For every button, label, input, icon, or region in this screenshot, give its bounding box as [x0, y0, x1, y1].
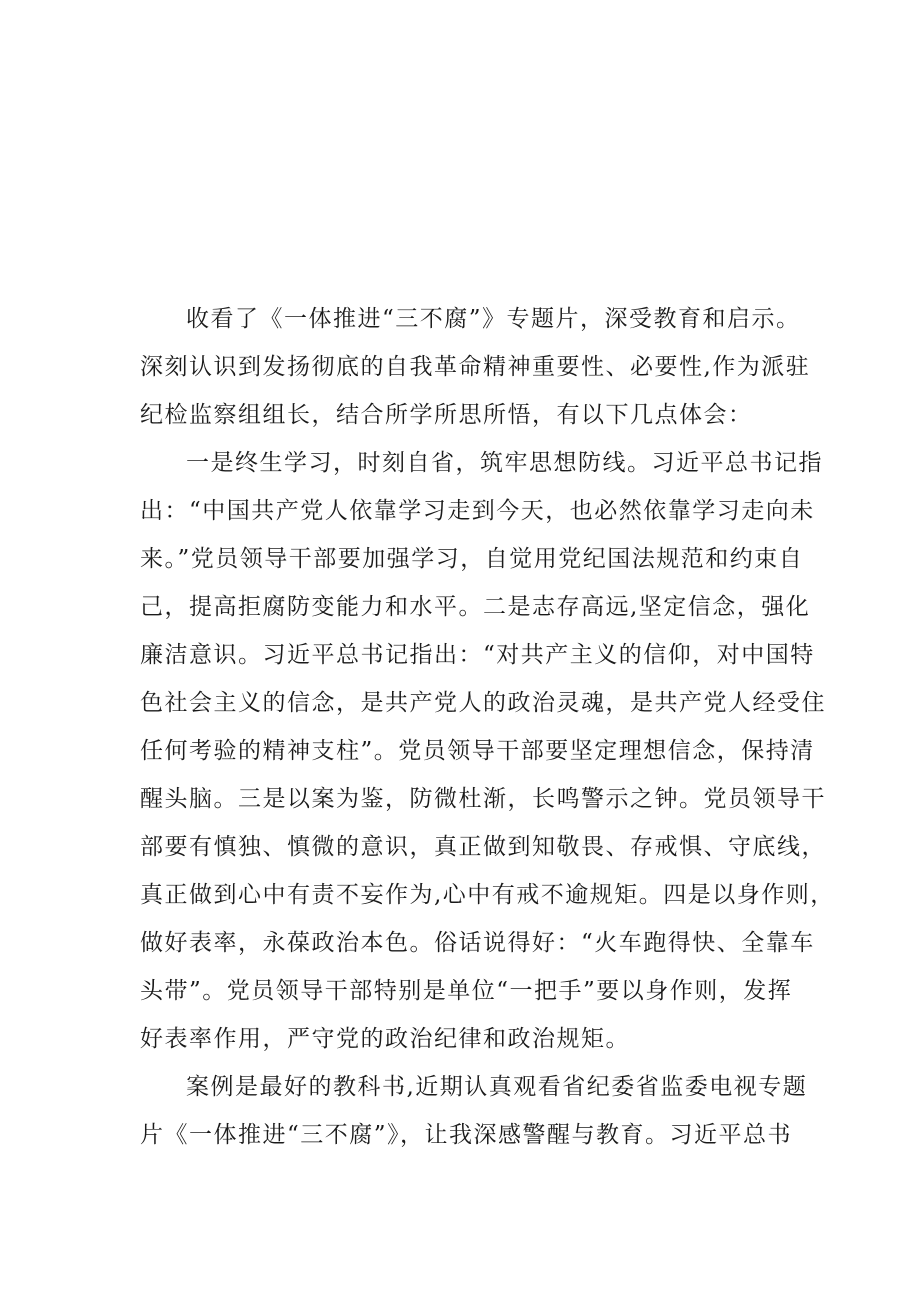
text-line: 纪检监察组组长，结合所学所思所悟，有以下几点体会：: [140, 402, 753, 428]
text-line: 一是终生学习，时刻自省，筑牢思想防线。习近平总书记指: [186, 450, 823, 476]
text-line: 廉洁意识。习近平总书记指出：“对共产主义的信仰，对中国特: [140, 642, 815, 668]
text-line: 来。”党员领导干部要加强学习，自觉用党纪国法规范和约束自: [140, 546, 804, 572]
text-line: 收看了《一体推进“三不腐”》专题片，深受教育和启示。: [186, 306, 801, 332]
text-line: 己，提高拒腐防变能力和水平。二是志存高远,坚定信念，强化: [140, 594, 811, 620]
text-line: 出：“中国共产党人依靠学习走到今天，也必然依靠学习走向未: [140, 498, 815, 524]
text-line: 部要有慎独、慎微的意识，真正做到知敬畏、存戒惧、守底线，: [140, 834, 826, 860]
text-line: 做好表率，永葆政治本色。俗话说得好：“火车跑得快、全靠车: [140, 930, 815, 956]
text-line: 色社会主义的信念，是共产党人的政治灵魂，是共产党人经受住: [140, 690, 826, 716]
text-line: 案例是最好的教科书,近期认真观看省纪委省监委电视专题: [186, 1074, 808, 1100]
text-line: 片《一体推进“三不腐”》，让我深感警醒与教育。习近平总书: [140, 1122, 793, 1148]
text-line: 任何考验的精神支柱”。党员领导干部要坚定理想信念，保持清: [140, 738, 815, 764]
text-line: 深刻认识到发扬彻底的自我革命精神重要性、必要性,作为派驻: [140, 354, 811, 380]
text-line: 好表率作用，严守党的政治纪律和政治规矩。: [140, 1026, 630, 1052]
text-line: 醒头脑。三是以案为鉴，防微杜渐，长鸣警示之钟。党员领导干: [140, 786, 826, 812]
document-body: [140, 295, 835, 1159]
text-line: 头带”。党员领导干部特别是单位“一把手”要以身作则，发挥: [140, 978, 793, 1004]
text-line: 真正做到心中有责不妄作为,心中有戒不逾规矩。四是以身作则，: [140, 882, 835, 908]
